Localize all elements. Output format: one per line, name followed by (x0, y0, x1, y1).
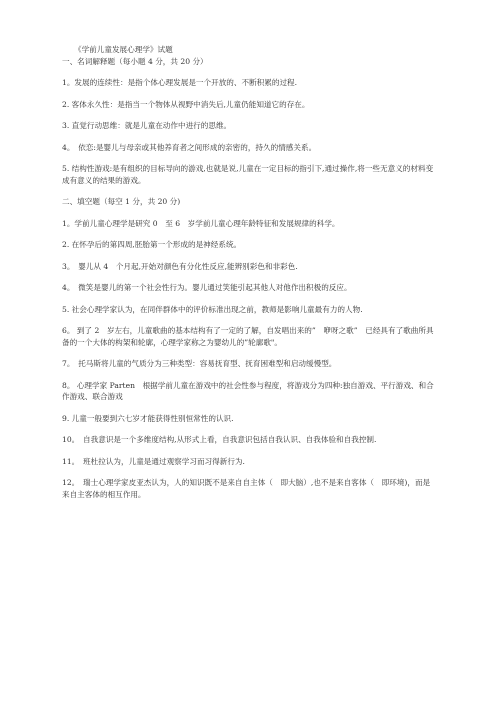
fill-item-7: 7。 托马斯将儿童的气质分为三种类型：容易抚育型、抚育困难型和启动缓慢型。 (62, 359, 337, 368)
definition-item-5: 5. 结构性游戏:是有组织的目标导向的游戏,也就是说,儿童在一定目标的指引下,通过操作,将一些无意义的材料变成有意义的结果的游戏。 (62, 164, 434, 185)
fill-item-6: 6。 到了 2 岁左右，儿童歌曲的基本结构有了一定的了解，自发唱出来的” 咿呀之歌” 已经具有了歌曲所具备的一个大体的构架和轮廓，心理学家称之为婴幼儿的”轮廓歌"。 (62, 326, 434, 347)
fill-item-11: 11。 班杜拉认为，儿童是通过观察学习而习得新行为. (62, 456, 245, 466)
fill-item-8: 8。 心理学家 Parten 根据学前儿童在游戏中的社会性参与程度，将游戏分为四种:独自游戏、平行游戏、和合作游戏、联合游戏 (62, 380, 434, 401)
fill-item-3: 3。 婴儿从 4 个月起,开始对颜色有分化性反应,能辨别彩色和非彩色. (62, 261, 298, 271)
document-page (62, 44, 434, 500)
definition-item-2: 2. 客体永久性：是指当一个物体从视野中消失后,儿童仍能知道它的存在。 (62, 99, 310, 109)
section-heading-fill-blank: 二、填空题（每空 1 分，共 20 分) (62, 197, 181, 206)
fill-item-4: 4。 微笑是婴儿的第一个社会性行为。婴儿通过笑能引起其他人对他作出积极的反应。 (62, 283, 352, 292)
fill-item-2: 2. 在怀孕后的第四周,胚胎第一个形成的是神经系统。 (62, 240, 242, 249)
definition-item-3: 3. 直觉行动思维：就是儿童在动作中进行的思维。 (62, 121, 232, 130)
definition-item-4: 4。 依恋:是婴儿与母亲或其他养育者之间形成的亲密的，持久的情感关系。 (62, 142, 317, 152)
fill-item-5: 5. 社会心理学家认为，在同伴群体中的评价标准出现之前，教师是影响儿童最有力的人物. (62, 304, 363, 314)
fill-item-9: 9. 儿童一般要到六七岁才能获得性别恒常性的认识. (62, 413, 234, 423)
document-title: 《学前儿童发展心理学》试题 (74, 45, 173, 54)
fill-item-1: 1。学前儿童心理学是研究 0 至 6 岁学前儿童心理年龄特征和发展规律的科学。 (62, 218, 340, 228)
definition-item-1: 1。发展的连续性：是指个体心理发展是一个开放的、不断积累的过程. (62, 78, 298, 87)
section-heading-definitions: 一、名词解释题（每小题 4 分，共 20 分） (62, 56, 208, 66)
fill-item-10: 10。 自我意识是一个多维度结构,从形式上看，自我意识包括自我认识、自我体验和自我控制. (62, 435, 377, 444)
fill-item-12: 12。 瑞士心理学家皮亚杰认为，人的知识既不是来自自主体（ 即大脑）,也不是来自客体（ 即环境)，而是来自主客体的相互作用。 (62, 478, 431, 499)
